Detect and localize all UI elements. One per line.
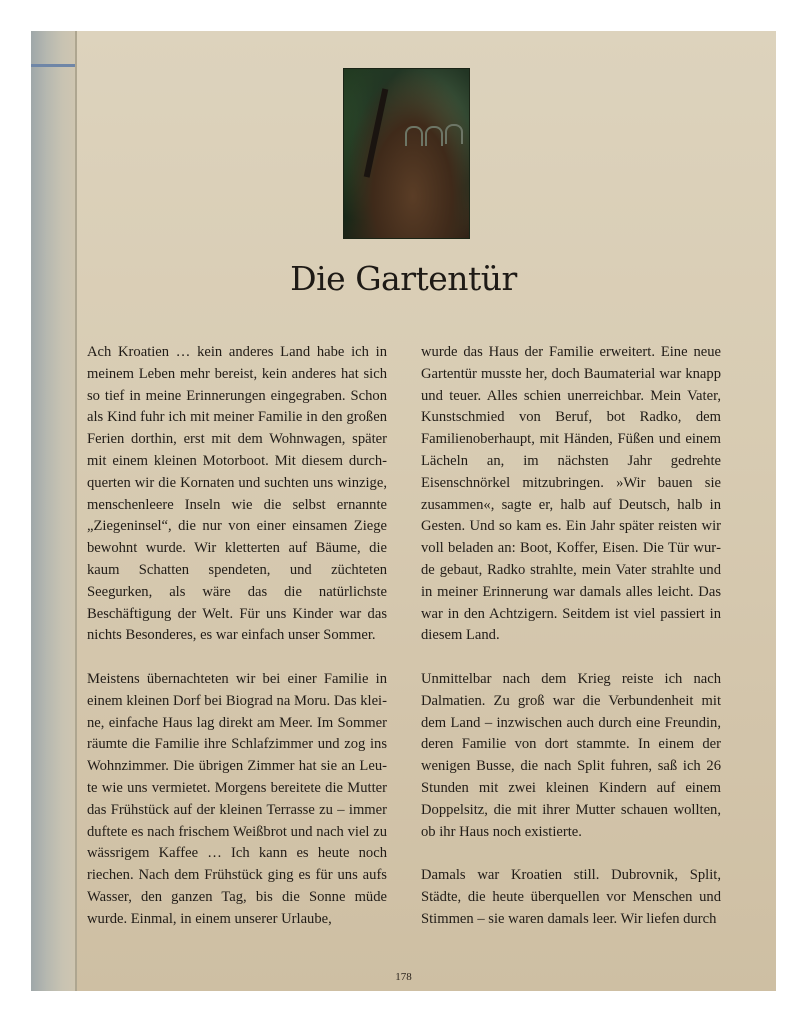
- strip-edge-divider: [75, 31, 77, 991]
- garden-photo: [343, 68, 470, 239]
- left-scan-strip: [31, 31, 76, 991]
- tree-trunk-shape: [364, 88, 389, 177]
- paragraph: Ach Kroatien … kein anderes Land habe ich in meinem Leben mehr bereist, kein anderes hat sich so tief in meine Erinnerungen eingegraben. Schon als Kind fuhr ich mit meiner Familie in den großen Ferien dorthin, erst mit dem Wohnwagen, später mit einem kleinen Motorboot. Mit diesem durchquerten wir die Kornaten und suchten uns winzige, menschenleere Inseln wie die selbst ernannte „Ziegeninsel“, die nur von einer einsamen Ziege bewohnt wurde. Wir kletterten auf Bäume, die kaum Schatten spendeten, und züchteten Seegurken, als wäre das die natürlichste Beschäftigung der Welt. Für uns Kinder war das nichts Besonderes, es war einfach unser Sommer.: [87, 344, 387, 644]
- arch-shape: [445, 124, 463, 144]
- article-title: Die Gartentür: [290, 259, 517, 298]
- paragraph: Meistens übernachteten wir bei einer Familie in einem kleinen Dorf bei Biograd na Moru. Das kleine, einfache Haus lag direkt am Meer. Im Sommer räumte die Familie ihre Schlafzimmer und zog ins Wohnzimmer. Die übrigen Zimmer hat sie an Leute wie uns vermietet. Morgens bereitete die Mutter das Frühstück auf der kleinen Terrasse zu – immer duftete es nach frischem Weißbrot und nach viel zu wässrigem Kaffee … Ich kann es heute noch riechen. Nach dem Frühstück ging es für uns aufs Wasser, den ganzen Tag, bis die Sonne müde wurde. Einmal, in einem unserer Urlaube,: [87, 670, 387, 927]
- magazine-page: [31, 31, 776, 991]
- left-text-column: [87, 342, 387, 952]
- arch-shape: [425, 126, 443, 146]
- paragraph: wurde das Haus der Familie erweitert. Eine neue Gartentür musste her, doch Baumaterial war knapp und teuer. Alles schien unerreichbar. Mein Vater, Kunstschmied von Beruf, bot Radko, dem Familienoberhaupt, mit Händen, Füßen und einem Lächeln an, im nächsten Jahr gedrehte Eisenschnörkel mitzubringen. »Wir bauen sie zusammen«, sagte er, halb auf Deutsch, halb in Gesten. Und so kam es. Ein Jahr später reisten wir voll beladen an: Boot, Koffer, Eisen. Die Tür wurde gebaut, Radko strahlte, mein Vater strahlte und in meiner Erinnerung war damals alles leicht. Das war in den Achtzigern. Seitdem ist viel passiert in diesem Land.: [421, 344, 721, 644]
- right-text-column: [421, 342, 721, 952]
- blue-edge-line: [31, 64, 75, 67]
- paragraph: Damals war Kroatien still. Dubrovnik, Split, Städte, die heute überquellen vor Menschen und Stimmen – sie waren damals leer. Wir liefen durch: [421, 867, 721, 927]
- paragraph: Unmittelbar nach dem Krieg reiste ich nach Dalmatien. Zu groß war die Verbundenheit mit dem Land – inzwischen auch durch eine Freundin, deren Familie von dort stammte. In einem der wenigen Busse, die nach Split fuhren, saß ich 26 Stunden mit zwei kleinen Kindern auf einem Doppelsitz, die mit ihrer Mutter schauen wollten, ob ihr Haus noch existierte.: [421, 670, 721, 840]
- page-number: 178: [395, 971, 412, 983]
- arch-shape: [405, 126, 423, 146]
